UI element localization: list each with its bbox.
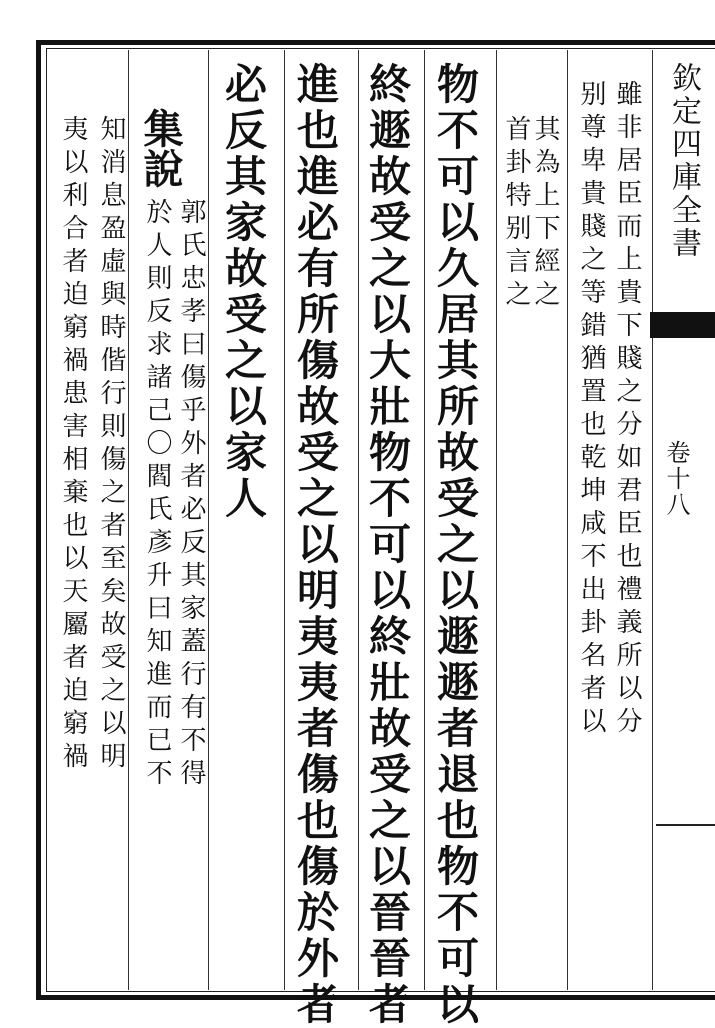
main-text-column-4: 必反其家故受之以家人 <box>219 62 268 522</box>
commentary-column-7: 知消息盈虛與時偕行則傷之者至矣故受之以明 <box>96 115 126 775</box>
column-rule <box>567 50 568 990</box>
commentary-column-5: 郭氏忠孝曰傷乎外者必反其家蓋行有不得 <box>176 198 206 792</box>
column-rule <box>652 50 653 990</box>
commentary-column-6: 於人則反求諸己〇閻氏彥升曰知進而已不 <box>142 198 172 792</box>
margin-volume: 卷十八 <box>662 440 690 518</box>
main-text-column-3: 進也進必有所傷故受之以明夷夷者傷也傷於外者 <box>291 62 340 1028</box>
commentary-column-2: 别尊卑貴賤之等錯猶置也乾坤咸不出卦名者以 <box>576 80 606 740</box>
section-heading: 集說 <box>137 108 184 188</box>
commentary-column-1: 雖非居臣而上貴下賤之分如君臣也禮義所以分 <box>612 80 642 740</box>
main-text-column-2: 終遯故受之以大壯物不可以終壯故受之以晉晉者 <box>363 62 412 1028</box>
column-rule <box>208 50 209 990</box>
margin-fishtail-band <box>650 312 715 338</box>
commentary-column-4: 首卦特别言之 <box>501 115 531 313</box>
commentary-column-8: 夷以利合者迫窮禍患害相棄也以天屬者迫窮禍 <box>58 115 88 775</box>
column-rule <box>128 50 129 990</box>
column-rule <box>424 50 425 990</box>
margin-tick-mark <box>656 824 715 826</box>
column-rule <box>496 50 497 990</box>
commentary-column-3: 其為上下經之 <box>530 115 560 313</box>
margin-book-title: 欽定四庫全書 <box>666 62 701 260</box>
column-rule <box>358 50 359 990</box>
main-text-column-1: 物不可以久居其所故受之以遯遯者退也物不可以 <box>431 62 480 1028</box>
column-rule <box>284 50 285 990</box>
